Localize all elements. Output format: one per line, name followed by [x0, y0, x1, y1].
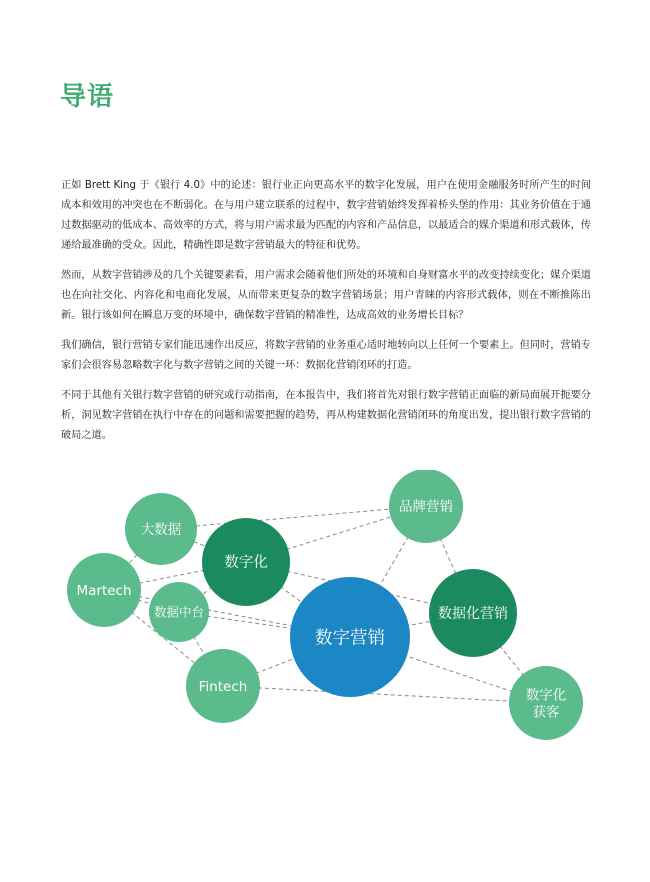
diagram-node-martech	[67, 553, 141, 627]
diagram-node-szyx	[290, 577, 410, 697]
paragraph: 不同于其他有关银行数字营销的研究或行动指南，在本报告中，我们将首先对银行数字营销正面临的新局面展开扼要分析，洞见数字营销在执行中存在的问题和需要把握的趋势，再从构建数据化营销闭环的角度出发，提出银行数字营销的破局之道。	[61, 390, 591, 441]
diagram-node-szhhk	[509, 666, 583, 740]
node-label: 大数据	[140, 521, 182, 538]
diagram-edge	[161, 506, 426, 529]
node-label: 获客	[532, 704, 560, 721]
node-label: 数字化	[224, 555, 268, 572]
paragraph: 我们确信，银行营销专家们能迅速作出反应，将数字营销的业务重心适时地转向以上任何一个要素上。但同时，营销专家们会很容易忽略数字化与数字营销之间的关键一环：数据化营销闭环的打造。	[61, 340, 591, 371]
diagram-node-ppyx	[389, 470, 463, 543]
node-label: 数据中台	[153, 604, 205, 620]
diagram-node-szh	[202, 518, 290, 606]
diagram-node-fintech	[186, 649, 260, 723]
diagram-node-sjzt	[149, 582, 209, 642]
paragraph: 正如 Brett King 于《银行 4.0》中的论述：银行业正向更高水平的数字化发展，用户在使用金融服务时所产生的时间成本和效用的冲突也在不断弱化。在与用户建立联系的过程中，数字营销始终发挥着桥头堡的作用：其业务价值在于通过数据驱动的低成本、高效率的方式，将与用户需求最为匹配的内容和产品信息，以最适合的媒介渠道和形式载体，传递给最准确的受众。因此，精确性即是数字营销最大的特征和优势。	[61, 180, 591, 251]
diagram-node-dsj	[125, 493, 197, 565]
node-label: 数字化	[525, 687, 567, 704]
diagram-edge	[223, 686, 546, 703]
page-title: 导语	[60, 82, 115, 112]
concept-network-diagram	[0, 470, 650, 760]
node-label: 数字营销	[315, 628, 385, 649]
node-label: Fintech	[198, 678, 248, 695]
node-label: 数据化营销	[438, 606, 508, 623]
node-label: 品牌营销	[399, 498, 453, 515]
intro-text	[61, 176, 591, 456]
diagram-node-sjhyx	[429, 569, 517, 657]
paragraph: 然而，从数字营销涉及的几个关键要素看，用户需求会随着他们所处的环境和自身财富水平的改变持续变化；媒介渠道也在向社交化、内容化和电商化发展，从而带来更复杂的数字营销场景；用户青睐的内容形式载体，则在不断推陈出新。银行该如何在瞬息万变的环境中，确保数字营销的精准性，达成高效的业务增长目标？	[61, 270, 591, 321]
diagram-nodes	[67, 470, 583, 740]
node-label: Martech	[76, 582, 132, 599]
